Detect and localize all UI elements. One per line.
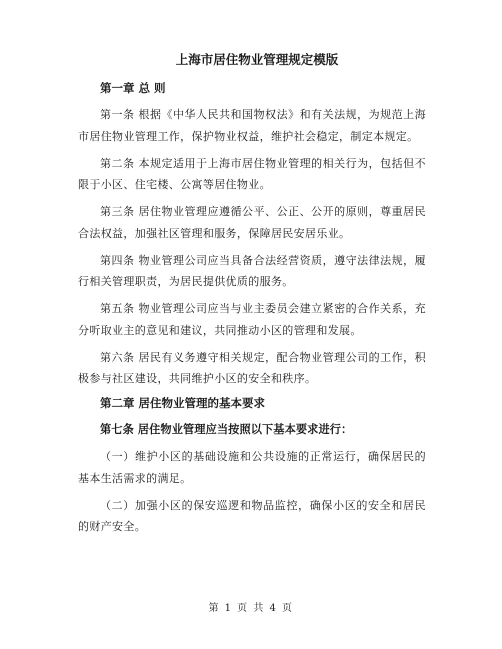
- article-7-item-1: （一）维护小区的基础设施和公共设施的正常运行，确保居民的基本生活需求的满足。: [78, 450, 426, 485]
- article-2: 第二条 本规定适用于上海市居住物业管理的相关行为，包括但不限于小区、住宅楼、公寓等居住物业。: [78, 156, 426, 191]
- document-title: 上海市居住物业管理规定模版: [175, 52, 339, 67]
- article-6: 第六条 居民有义务遵守相关规定，配合物业管理公司的工作，积极参与社区建设，共同维护小区的安全和秩序。: [78, 350, 426, 385]
- article-4: 第四条 物业管理公司应当具备合法经营资质，遵守法律法规，履行相关管理职责，为居民提供优质的服务。: [78, 253, 426, 288]
- chapter-heading-1: 第一章 总 则: [100, 81, 166, 95]
- article-3: 第三条 居住物业管理应遵循公平、公正、公开的原则，尊重居民合法权益，加强社区管理和服务，保障居民安居乐业。: [78, 205, 426, 240]
- document-body: [78, 52, 426, 543]
- article-7-item-2: （二）加强小区的保安巡逻和物品监控，确保小区的安全和居民的财产安全。: [78, 498, 426, 533]
- article-1: 第一条 根据《中华人民共和国物权法》和有关法规，为规范上海市居住物业管理工作，保护物业权益，维护社会稳定，制定本规定。: [78, 108, 426, 143]
- article-7: 第七条 居住物业管理应当按照以下基本要求进行：: [100, 423, 353, 436]
- article-5: 第五条 物业管理公司应当与业主委员会建立紧密的合作关系，充分听取业主的意见和建议，共同推动小区的管理和发展。: [78, 302, 426, 337]
- page-footer: 第 1 页 共 4 页: [208, 603, 294, 614]
- chapter-heading-2: 第二章 居住物业管理的基本要求: [100, 396, 266, 410]
